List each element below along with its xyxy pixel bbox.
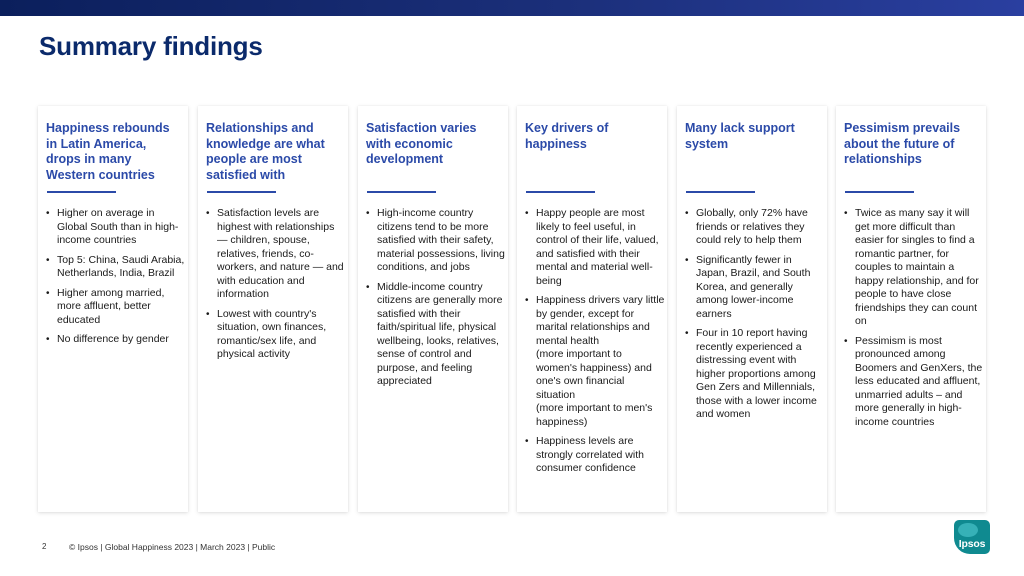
card-divider <box>207 191 276 193</box>
top-banner-bar <box>0 0 1024 16</box>
page-title: Summary findings <box>39 31 263 61</box>
bullet-item: • Twice as many say it will get more difficult than easier for singles to find a romantic partner, for couples to maintain a happy relationship, and for people to have close friendships they can count on <box>844 207 984 329</box>
page-number: 2 <box>42 542 47 551</box>
bullet-item: • Happy people are most likely to feel useful, in control of their life, valued, and satisfied with their mental and material well-being <box>525 207 665 288</box>
bullet-item: • No difference by gender <box>46 333 186 347</box>
card-divider <box>686 191 755 193</box>
card-heading: Key drivers of happiness <box>525 121 609 151</box>
finding-card <box>836 106 986 512</box>
card-divider <box>47 191 116 193</box>
card-heading: Many lack support system <box>685 121 795 151</box>
finding-card <box>358 106 508 512</box>
bullet-item: • Higher on average in Global South than in high-income countries <box>46 207 186 248</box>
card-bullet-list <box>525 207 665 482</box>
logo-text: Ipsos <box>958 538 986 550</box>
bullet-item: • Globally, only 72% have friends or relatives they could rely to help them <box>685 207 825 248</box>
bullet-item: • Happiness drivers vary little by gender, except for marital relationships and mental health (more important to women's happiness) and one's own financial situation (more important to men's happiness) <box>525 294 665 429</box>
card-divider <box>845 191 914 193</box>
bullet-item: • Four in 10 report having recently experienced a distressing event with higher proportions among Gen Zers and Millennials, those with a lower income and women <box>685 327 825 422</box>
card-bullet-list <box>844 207 984 435</box>
card-bullet-list <box>206 207 346 368</box>
card-heading: Happiness rebounds in Latin America, drops in many Western countries <box>46 121 170 182</box>
logo-mark-icon <box>958 523 978 537</box>
finding-card <box>198 106 348 512</box>
bullet-item: • Pessimism is most pronounced among Boomers and GenXers, the less educated and affluent, unmarried adults – and more generally in high-income countries <box>844 335 984 430</box>
bullet-item: • Higher among married, more affluent, better educated <box>46 287 186 328</box>
card-bullet-list <box>46 207 186 353</box>
ipsos-logo <box>954 520 990 554</box>
bullet-item: • Middle-income country citizens are generally more satisfied with their faith/spiritual life, physical wellbeing, looks, relatives, sense of control and purpose, and feeling appreciated <box>366 281 506 389</box>
footer-copyright: © Ipsos | Global Happiness 2023 | March 2023 | Public <box>69 542 276 552</box>
findings-cards <box>38 106 986 512</box>
bullet-item: • Happiness levels are strongly correlated with consumer confidence <box>525 435 665 476</box>
card-heading: Pessimism prevails about the future of relationships <box>844 121 961 166</box>
bullet-item: • High-income country citizens tend to be more satisfied with their safety, material possessions, living conditions, and jobs <box>366 207 506 275</box>
bullet-item: • Significantly fewer in Japan, Brazil, and South Korea, and generally among lower-income earners <box>685 254 825 322</box>
finding-card <box>517 106 667 512</box>
card-heading: Relationships and knowledge are what people are most satisfied with <box>206 121 325 182</box>
card-heading: Satisfaction varies with economic development <box>366 121 477 166</box>
bullet-item: • Top 5: China, Saudi Arabia, Netherlands, India, Brazil <box>46 254 186 281</box>
card-divider <box>526 191 595 193</box>
bullet-item: • Lowest with country's situation, own finances, romantic/sex life, and physical activity <box>206 308 346 362</box>
card-bullet-list <box>685 207 825 428</box>
card-bullet-list <box>366 207 506 395</box>
card-divider <box>367 191 436 193</box>
finding-card <box>677 106 827 512</box>
finding-card <box>38 106 188 512</box>
bullet-item: • Satisfaction levels are highest with relationships — children, spouse, relatives, friends, co-workers, and nature — and with education and information <box>206 207 346 302</box>
